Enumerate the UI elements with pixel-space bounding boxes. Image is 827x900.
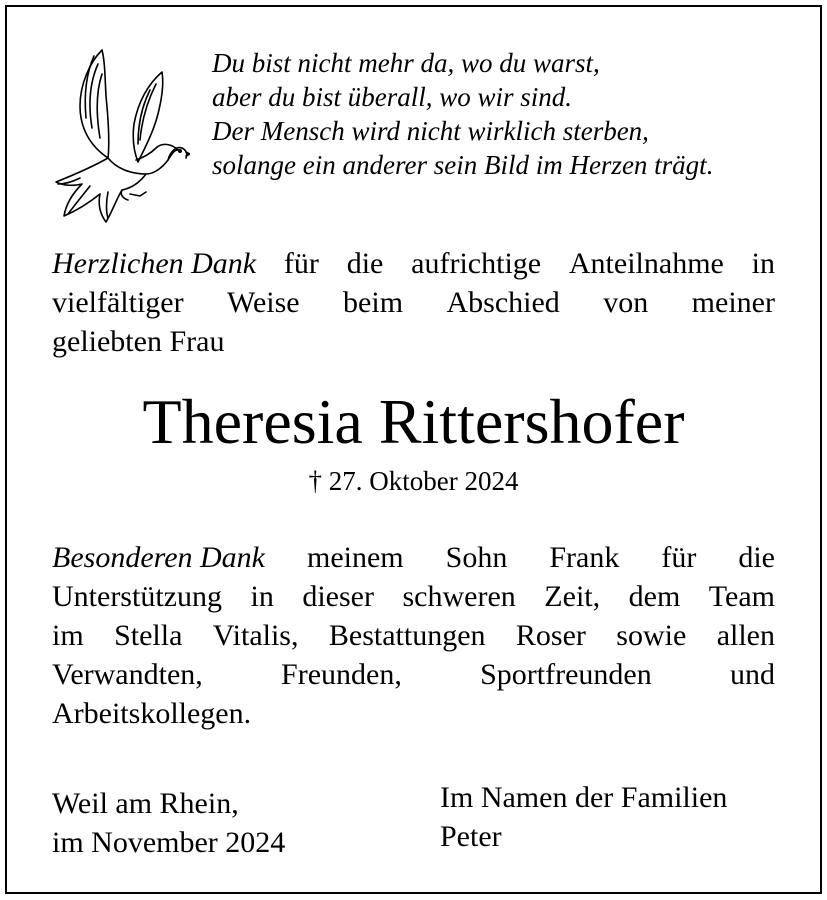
word: Team — [708, 580, 775, 613]
word: für — [661, 541, 697, 574]
word: für — [283, 247, 319, 280]
word: meinem — [307, 541, 404, 574]
word: dieser — [302, 580, 374, 613]
word: beim — [343, 286, 404, 319]
paragraph-line — [52, 616, 775, 655]
thanks-lead: Herzlichen Dank — [52, 247, 257, 280]
paragraph-text: geliebten Frau — [52, 325, 225, 358]
verse-line: solange ein anderer sein Bild im Herzen trägt. — [212, 150, 714, 180]
word: allen — [716, 619, 775, 652]
place-date — [52, 784, 285, 862]
signature — [440, 778, 727, 856]
paragraph-line — [52, 538, 775, 577]
word: Zeit, — [544, 580, 601, 613]
special-thanks-lead: Besonderen Dank — [52, 541, 265, 574]
word: vielfältiger — [52, 286, 184, 319]
word: aufrichtige — [411, 247, 542, 280]
word: Vitalis, — [212, 619, 299, 652]
word: sowie — [616, 619, 687, 652]
special-thanks-paragraph — [52, 538, 775, 733]
word: Bestattungen — [328, 619, 486, 652]
date: im November 2024 — [52, 826, 286, 859]
word: Sportfreunden — [480, 658, 652, 691]
verse-line: aber du bist überall, wo wir sind. — [212, 82, 573, 112]
word: Unterstützung — [52, 580, 222, 613]
word: im — [52, 619, 84, 652]
word: in — [751, 247, 775, 280]
paragraph-line — [52, 694, 775, 733]
word: Abschied — [446, 286, 560, 319]
word: Weise — [227, 286, 300, 319]
death-date: † 27. Oktober 2024 — [308, 466, 519, 496]
word: Verwandten, — [52, 658, 203, 691]
word: Anteilnahme — [568, 247, 724, 280]
word: und — [729, 658, 775, 691]
word: Sohn — [445, 541, 508, 574]
paragraph-line — [52, 322, 775, 361]
word: Frank — [549, 541, 620, 574]
signature-line: Im Namen der Familien — [440, 781, 728, 814]
paragraph-line — [52, 655, 775, 694]
dove-icon — [50, 44, 190, 229]
thanks-paragraph — [52, 244, 775, 361]
signature-name: Peter — [440, 820, 502, 853]
word: die — [738, 541, 775, 574]
paragraph-line — [52, 244, 775, 283]
verse-line: Du bist nicht mehr da, wo du warst, — [212, 48, 600, 78]
paragraph-text: Arbeitskollegen. — [52, 697, 252, 730]
word: von — [603, 286, 649, 319]
word: die — [346, 247, 384, 280]
word: Stella — [114, 619, 183, 652]
deceased-name: Theresia Rittershofer — [142, 386, 685, 457]
word: meiner — [691, 286, 775, 319]
word: dem — [628, 580, 681, 613]
paragraph-line — [52, 283, 775, 322]
word: Roser — [515, 619, 586, 652]
word: in — [250, 580, 274, 613]
word: schweren — [402, 580, 516, 613]
paragraph-line — [52, 577, 775, 616]
place: Weil am Rhein, — [52, 787, 239, 820]
memorial-verse — [212, 46, 812, 182]
verse-line: Der Mensch wird nicht wirklich sterben, — [212, 116, 649, 146]
word: Freunden, — [281, 658, 402, 691]
